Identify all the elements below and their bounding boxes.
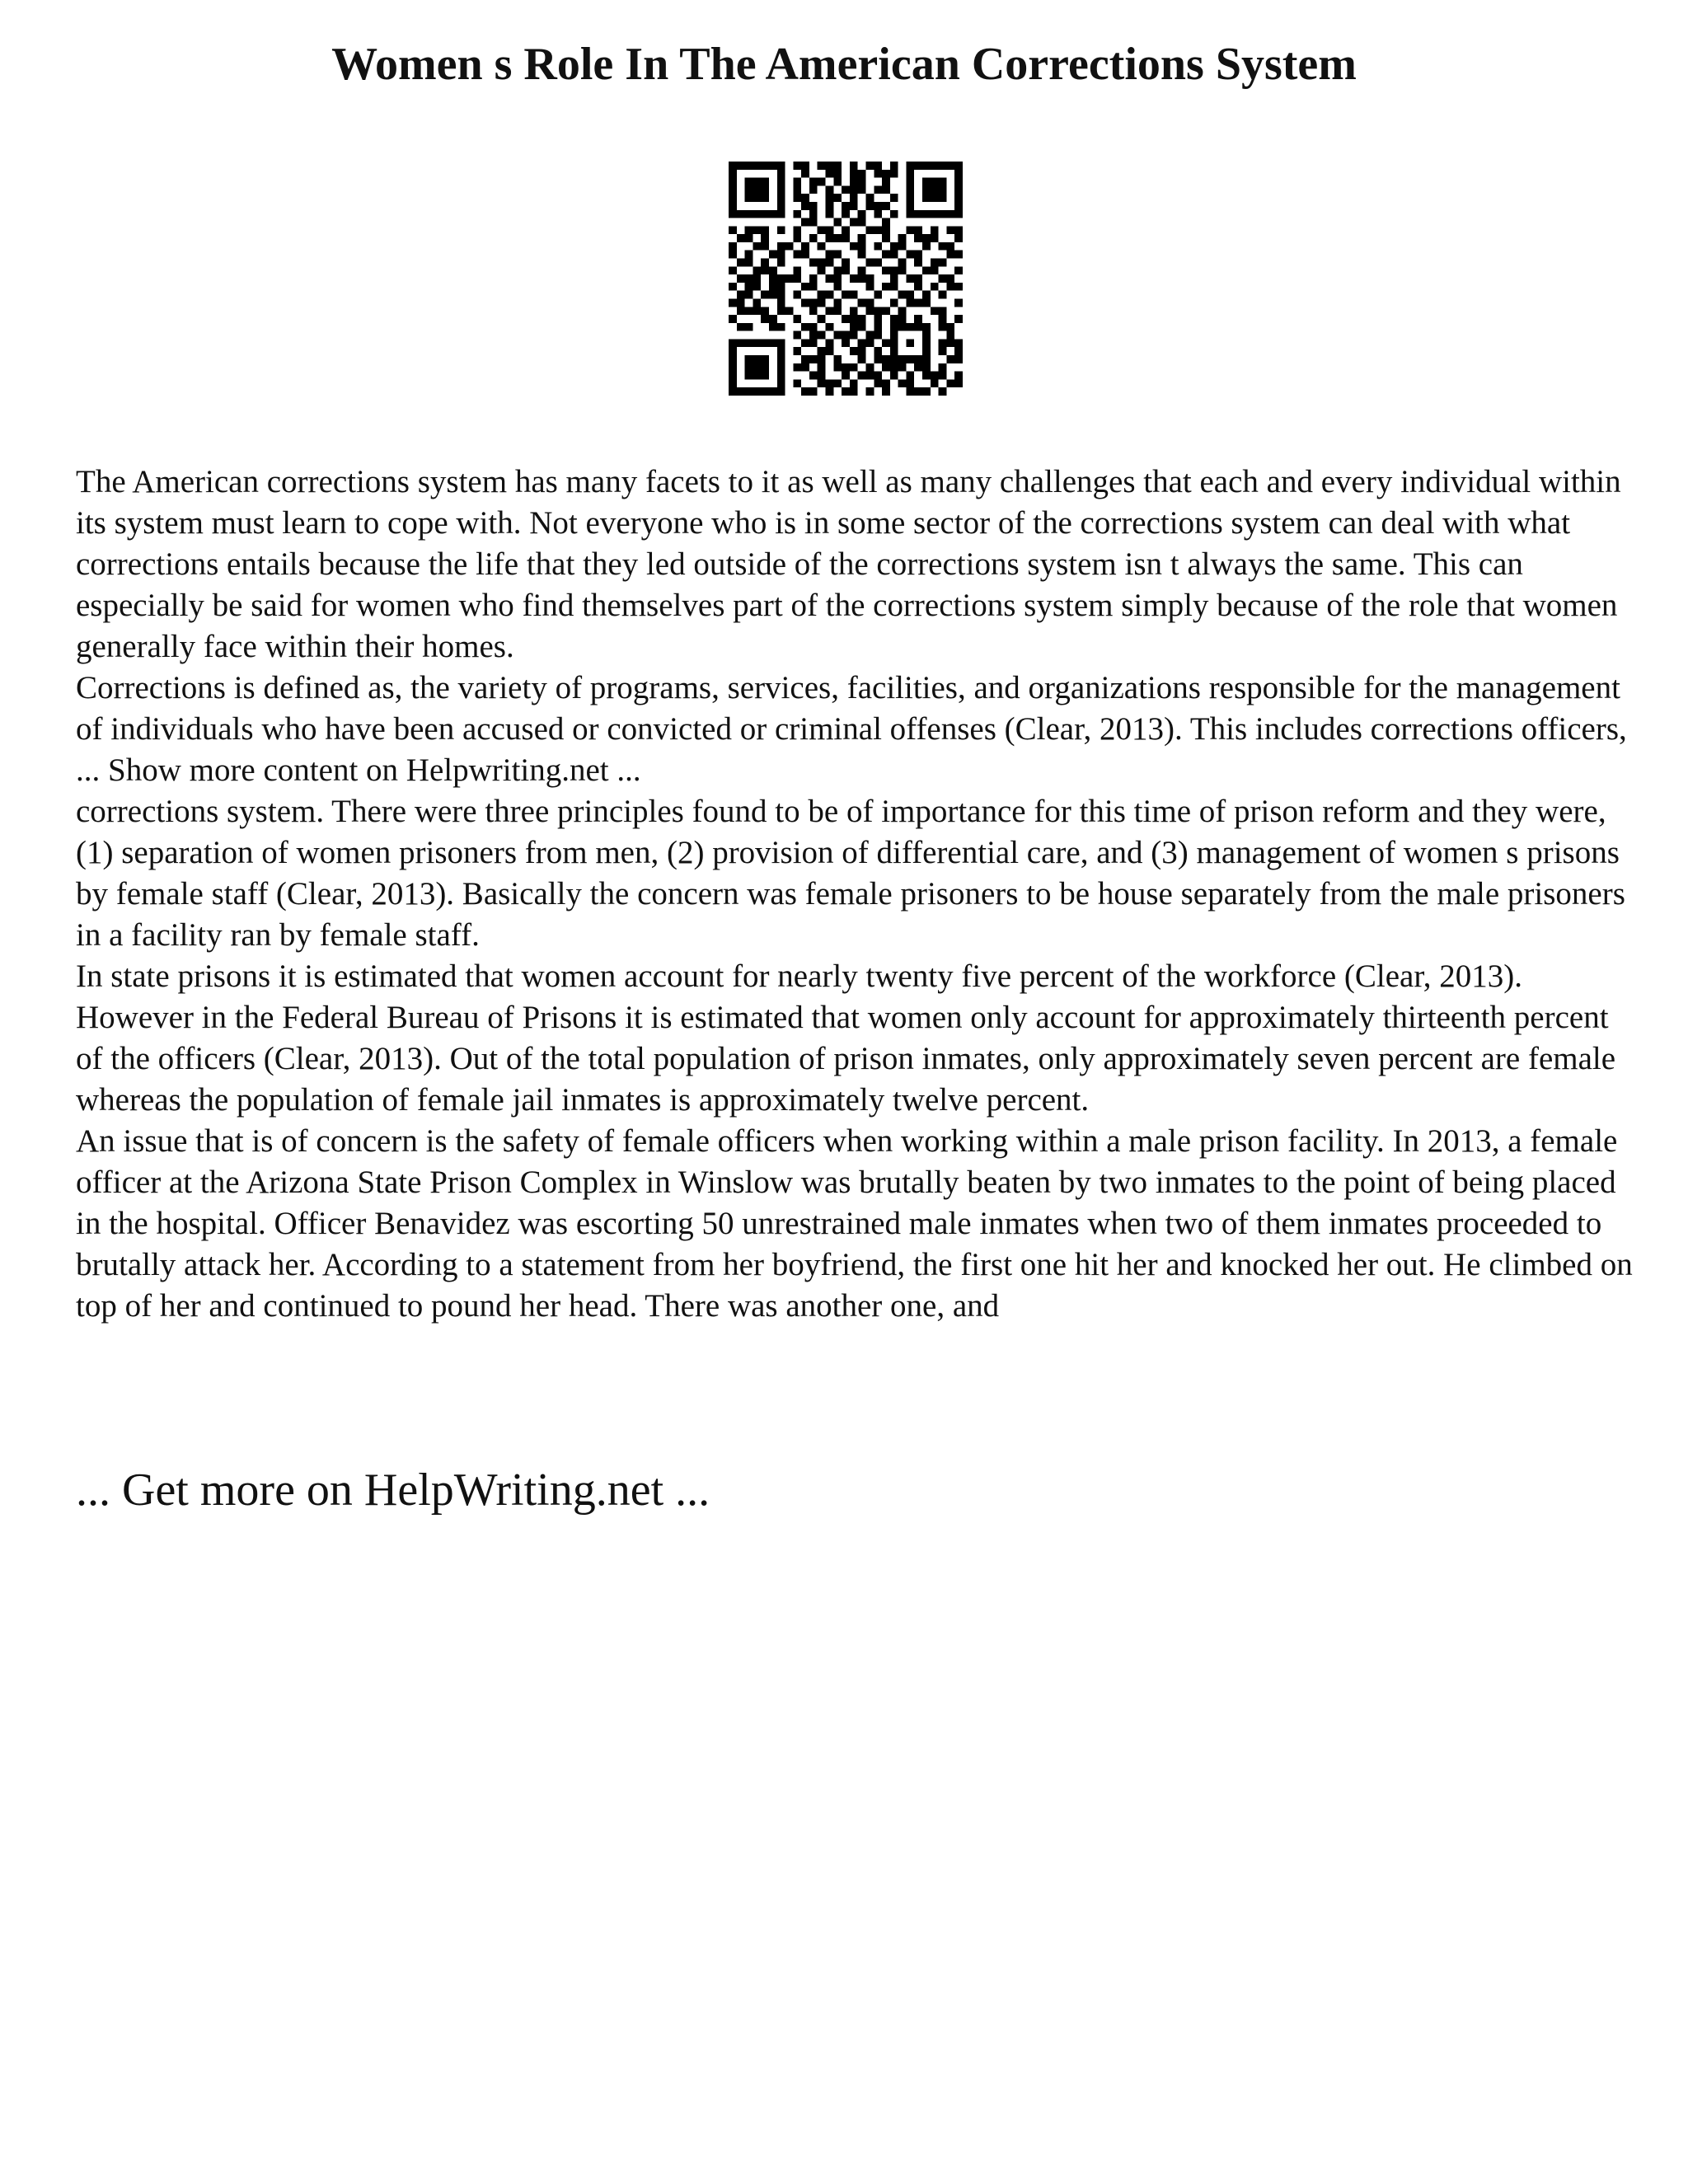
paragraph-principles: corrections system. There were three principles found to be of importance for this time of prison reform and they were, (1) separation of women prisoners from men, (2) provision of differential care, and (3) management of women s prisons by female staff (Clear, 2013). Basically the concern was female prisoners to be house separately from the male prisoners in a facility ran by female staff. [76,794,1625,953]
get-more-link[interactable]: ... Get more on HelpWriting.net ... [76,1465,710,1516]
paragraph-safety: An issue that is of concern is the safety of female officers when working within a male prison facility. In 2013, a female officer at the Arizona State Prison Complex in Winslow was brutally beaten by two inmates to the point of being placed in the hospital. Officer Benavidez was escorting 50 unrestrained male inmates when two of them inmates proceeded to brutally attack her. According to a statement from her boyfriend, the first one hit her and knocked her out. He climbed on top of her and continued to pound her head. There was another one, and [76,1123,1633,1324]
page-title: Women s Role In The American Corrections System [331,39,1357,90]
paragraph-statistics: In state prisons it is estimated that women account for nearly twenty five percent of the workforce (Clear, 2013). However in the Federal Bureau of Prisons it is estimated that women only account for approximately thirteenth percent of the officers (Clear, 2013). Out of the total population of prison inmates, only approximately seven percent are female whereas the population of female jail inmates is approximately twelve percent. [76,958,1616,1118]
paragraph-intro: The American corrections system has many facets to it as well as many challenges that each and every individual within its system must learn to cope with. Not everyone who is in some sector of the corrections system can deal with what corrections entails because the life that they led outside of the corrections system isn t always the same. This can especially be said for women who find themselves part of the corrections system simply because of the role that women generally face within their homes. [76,464,1621,664]
article-body [76,462,1634,1327]
paragraph-definition: Corrections is defined as, the variety of programs, services, facilities, and organizations responsible for the management of individuals who have been accused or convicted or criminal offenses (Clear, 2013). This includes corrections officers, ... Show more content on Helpwriting.net ... [76,670,1627,788]
qr-code-icon [729,162,963,396]
